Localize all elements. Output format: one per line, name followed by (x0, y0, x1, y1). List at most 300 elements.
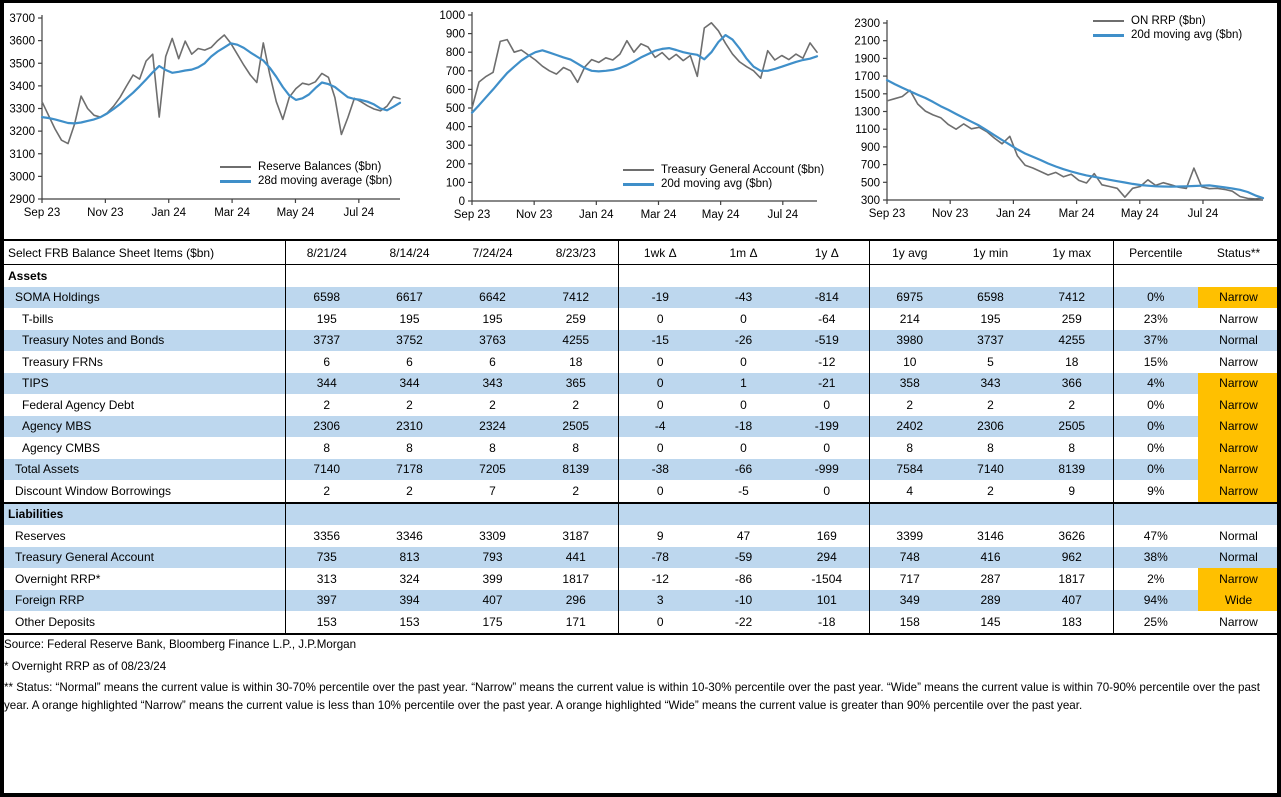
row-label: Assets (8, 268, 48, 283)
column-header: Status** (1198, 240, 1280, 265)
cell-value: 8 (987, 440, 994, 455)
cell-value: 2 (572, 397, 580, 412)
x-tick-label: May 24 (701, 209, 740, 221)
cell-value (869, 265, 950, 287)
column-header: 7/24/24 (451, 240, 534, 265)
cell-value: 344 (285, 373, 368, 395)
cell-value: -18 (702, 416, 785, 438)
x-tick-label: Nov 23 (515, 209, 553, 221)
x-tick-label: Jul 24 (343, 207, 375, 219)
cell-value: 7412 (1031, 287, 1113, 309)
row-label: Liabilities (3, 503, 285, 526)
row-label: Agency MBS (3, 416, 285, 438)
cell-value: 158 (869, 611, 950, 634)
cell-value (785, 503, 869, 526)
cell-value (534, 265, 618, 287)
column-header: 8/23/23 (534, 240, 618, 265)
cell-value: 2402 (869, 416, 950, 438)
cell-value: 0 (823, 483, 831, 498)
status-cell: Narrow (1219, 311, 1258, 326)
status-cell: Narrow (1219, 614, 1258, 629)
legend-line-sample-gray (1093, 20, 1124, 22)
x-tick-label: Jul 24 (1187, 208, 1219, 220)
legend-row (1093, 14, 1242, 28)
y-tick-label: 1900 (854, 53, 880, 66)
x-tick-label: Nov 23 (931, 208, 969, 220)
y-tick-label: 700 (860, 159, 880, 172)
cell-value: -4 (618, 416, 702, 438)
status-cell (1198, 265, 1280, 287)
row-label: Agency CMBS (22, 440, 101, 455)
cell-value: 2 (285, 480, 368, 503)
y-tick-label: 300 (445, 140, 465, 153)
cell-value: 358 (869, 373, 950, 395)
cell-value: 2 (285, 394, 368, 416)
cell-value: 6 (406, 354, 413, 369)
cell-value: 171 (565, 614, 586, 629)
cell-value: 5 (987, 354, 994, 369)
cell-value: 366 (1031, 373, 1113, 395)
y-tick-label: 1700 (854, 71, 880, 84)
cell-value: 3626 (1058, 528, 1086, 543)
legend-label: 20d moving avg ($bn) (661, 178, 773, 190)
x-tick-label: Mar 24 (214, 207, 250, 219)
legend-row (220, 160, 392, 174)
cell-value: 3737 (285, 330, 368, 352)
y-tick-label: 3200 (9, 126, 35, 139)
cell-value: 37% (1113, 330, 1198, 352)
y-tick-label: 300 (860, 195, 880, 207)
cell-value: 145 (980, 614, 1001, 629)
cell-value: 4% (1113, 373, 1198, 395)
cell-value (285, 503, 368, 526)
cell-value: 3980 (869, 330, 950, 352)
balance-sheet-table (2, 239, 1281, 635)
cell-value: 3763 (451, 330, 534, 352)
y-tick-label: 400 (445, 121, 465, 134)
cell-value: -999 (785, 459, 869, 481)
cell-value: 0% (1113, 437, 1198, 459)
cell-value: 416 (950, 547, 1031, 569)
cell-value: 1 (702, 373, 785, 395)
cell-value: 8139 (534, 459, 618, 481)
cell-value: -78 (618, 547, 702, 569)
legend-label: 20d moving avg ($bn) (1131, 29, 1243, 41)
cell-value: 324 (399, 571, 420, 586)
cell-value: 0 (618, 351, 702, 373)
cell-value: 0 (618, 308, 702, 330)
cell-value: 6598 (950, 287, 1031, 309)
legend-row (623, 163, 824, 177)
table-header-row (3, 240, 1280, 265)
cell-value: 7140 (950, 459, 1031, 481)
cell-value: 962 (1031, 547, 1113, 569)
cell-value: 3346 (396, 528, 423, 543)
cell-value: 0 (823, 397, 831, 412)
cell-value (1113, 265, 1198, 287)
x-tick-label: May 24 (1120, 208, 1159, 220)
y-tick-label: 700 (445, 65, 465, 78)
cell-value: 0% (1113, 287, 1198, 309)
y-tick-label: 500 (445, 103, 465, 115)
cell-value (618, 503, 702, 526)
cell-value: 2310 (368, 416, 451, 438)
table-row (3, 308, 1280, 330)
table-title: Select FRB Balance Sheet Items ($bn) (3, 240, 285, 265)
cell-value: 23% (1113, 308, 1198, 330)
cell-value: 0 (740, 311, 747, 326)
cell-value: 441 (534, 547, 618, 569)
cell-value: 813 (368, 547, 451, 569)
cell-value: 175 (482, 614, 503, 629)
cell-value: 2306 (285, 416, 368, 438)
cell-value: 0% (1113, 459, 1198, 481)
column-header: 1y max (1031, 240, 1113, 265)
cell-value: 0 (618, 437, 702, 459)
cell-value: 1817 (562, 571, 590, 586)
cell-value: 195 (482, 311, 503, 326)
status-cell: Narrow (1198, 437, 1280, 459)
cell-value: 2324 (451, 416, 534, 438)
cell-value: 365 (534, 373, 618, 395)
chart2-legend (623, 163, 824, 191)
cell-value: 10 (869, 351, 950, 373)
cell-value: -43 (702, 287, 785, 309)
cell-value: 3 (618, 590, 702, 612)
cell-value: 343 (451, 373, 534, 395)
cell-value: 294 (785, 547, 869, 569)
y-tick-label: 1000 (439, 10, 465, 22)
y-tick-label: 1500 (854, 88, 880, 101)
cell-value: -15 (618, 330, 702, 352)
row-label: Discount Window Borrowings (15, 483, 172, 498)
table-section-row (3, 503, 1280, 526)
cell-value: 18 (1065, 354, 1079, 369)
cell-value: -86 (734, 571, 753, 586)
cell-value (1031, 265, 1113, 287)
cell-value: 214 (869, 308, 950, 330)
column-header: Percentile (1113, 240, 1198, 265)
y-tick-label: 3300 (9, 103, 35, 116)
series-line (42, 35, 400, 144)
cell-value: 407 (1031, 590, 1113, 612)
cell-value (785, 265, 869, 287)
y-tick-label: 3000 (9, 171, 35, 184)
column-header: 1y avg (869, 240, 950, 265)
chart3-legend (1093, 14, 1242, 42)
cell-value (534, 503, 618, 526)
y-tick-label: 1100 (855, 124, 880, 137)
row-label: TIPS (3, 373, 285, 395)
y-tick-label: 600 (445, 84, 465, 97)
legend-row (1093, 28, 1242, 42)
y-tick-label: 0 (458, 196, 465, 208)
cell-value: 407 (451, 590, 534, 612)
cell-value: 344 (368, 373, 451, 395)
cell-value: 4255 (534, 330, 618, 352)
y-tick-label: 3600 (9, 35, 35, 48)
x-tick-label: Jan 24 (579, 209, 614, 221)
cell-value (368, 265, 451, 287)
cell-value: 2505 (534, 416, 618, 438)
column-header: 1y min (950, 240, 1031, 265)
row-label: Other Deposits (15, 614, 96, 629)
table-row (3, 437, 1280, 459)
x-tick-label: Mar 24 (1058, 208, 1095, 220)
status-cell (1198, 503, 1280, 526)
status-cell: Narrow (1198, 459, 1280, 481)
cell-value: -10 (702, 590, 785, 612)
cell-value: 0 (618, 611, 702, 634)
cell-value: 169 (816, 528, 837, 543)
table-row (3, 568, 1280, 590)
row-label: SOMA Holdings (3, 287, 285, 309)
overnight-rrp-note: * Overnight RRP as of 08/23/24 (4, 660, 167, 673)
row-label: Treasury FRNs (22, 354, 103, 369)
cell-value: 101 (785, 590, 869, 612)
y-tick-label: 3100 (9, 148, 35, 161)
row-label: Foreign RRP (3, 590, 285, 612)
cell-value: 3399 (869, 525, 950, 547)
cell-value (368, 503, 451, 526)
cell-value: 7584 (869, 459, 950, 481)
status-cell: Narrow (1198, 373, 1280, 395)
cell-value: 7205 (451, 459, 534, 481)
cell-value: 3356 (285, 525, 368, 547)
cell-value: 3309 (479, 528, 506, 543)
status-cell: Normal (1198, 330, 1280, 352)
cell-value: 0 (740, 440, 747, 455)
cell-value: 0 (823, 440, 831, 455)
cell-value: -21 (785, 373, 869, 395)
cell-value: 287 (980, 571, 1001, 586)
cell-value: 2 (406, 483, 413, 498)
cell-value: 3737 (950, 330, 1031, 352)
cell-value (702, 265, 785, 287)
cell-value: 2 (572, 483, 580, 498)
status-cell: Narrow (1198, 568, 1280, 590)
cell-value (1031, 503, 1113, 526)
cell-value: 2 (1068, 397, 1076, 412)
column-header: 8/21/24 (285, 240, 368, 265)
cell-value: -12 (818, 354, 836, 369)
chart1-legend (220, 160, 392, 188)
cell-value: 8 (869, 437, 950, 459)
cell-value: 6 (285, 351, 368, 373)
source-note: Source: Federal Reserve Bank, Bloomberg Finance L.P., J.P.Morgan (4, 638, 357, 651)
cell-value (950, 265, 1031, 287)
cell-value (702, 503, 785, 526)
cell-value: 8 (1068, 440, 1076, 455)
table-row (3, 394, 1280, 416)
cell-value: -5 (738, 483, 749, 498)
cell-value: -26 (702, 330, 785, 352)
table-row (3, 351, 1280, 373)
x-tick-label: Sep 23 (868, 208, 906, 220)
cell-value: 7178 (368, 459, 451, 481)
y-tick-label: 1300 (854, 106, 880, 119)
x-tick-label: Sep 23 (453, 209, 491, 221)
cell-value: 18 (569, 354, 583, 369)
cell-value: 6617 (368, 287, 451, 309)
cell-value: 2505 (1031, 416, 1113, 438)
cell-value: 793 (451, 547, 534, 569)
cell-value: 9% (1113, 480, 1198, 503)
cell-value: 349 (869, 590, 950, 612)
table-row (3, 590, 1280, 612)
cell-value: 7140 (285, 459, 368, 481)
cell-value: 0 (618, 373, 702, 395)
cell-value: 6975 (869, 287, 950, 309)
cell-value: 7412 (534, 287, 618, 309)
cell-value: 47% (1113, 525, 1198, 547)
row-label: Federal Agency Debt (22, 397, 135, 412)
y-tick-label: 800 (445, 47, 465, 60)
x-tick-label: Jan 24 (996, 208, 1031, 220)
status-cell: Narrow (1198, 416, 1280, 438)
y-tick-label: 200 (445, 158, 465, 171)
cell-value (285, 265, 368, 287)
cell-value: 0 (618, 394, 702, 416)
frb-balance-sheet-table (2, 239, 1281, 635)
legend-label: 28d moving average ($bn) (258, 175, 393, 187)
status-cell: Narrow (1198, 287, 1280, 309)
legend-row (623, 177, 824, 191)
cell-value: 3146 (977, 528, 1004, 543)
row-label: Treasury Notes and Bonds (3, 330, 285, 352)
legend-line-sample-gray (623, 169, 654, 171)
cell-value: 8 (406, 440, 413, 455)
cell-value: 38% (1113, 547, 1198, 569)
cell-value: 1817 (1058, 571, 1086, 586)
column-header: 1y Δ (785, 240, 869, 265)
cell-value: 399 (482, 571, 503, 586)
cell-value: 289 (950, 590, 1031, 612)
table-row (3, 416, 1280, 438)
cell-value: -12 (618, 568, 702, 590)
cell-value: 0 (618, 480, 702, 503)
cell-value: 0 (740, 397, 747, 412)
table-row (3, 611, 1280, 634)
cell-value: -814 (785, 287, 869, 309)
row-label: Treasury General Account (3, 547, 285, 569)
x-tick-label: Nov 23 (87, 207, 124, 219)
cell-value: -19 (618, 287, 702, 309)
cell-value: 2% (1113, 568, 1198, 590)
table-row (3, 330, 1280, 352)
y-tick-label: 500 (860, 177, 880, 190)
cell-value: -64 (818, 311, 836, 326)
cell-value: 25% (1113, 611, 1198, 634)
cell-value: 259 (1061, 311, 1082, 326)
cell-value: 0% (1113, 416, 1198, 438)
cell-value: 0 (740, 354, 747, 369)
legend-label: ON RRP ($bn) (1131, 15, 1206, 27)
cell-value: 2 (489, 397, 496, 412)
cell-value: 6598 (285, 287, 368, 309)
table-row (3, 480, 1280, 503)
x-tick-label: Jul 24 (767, 209, 799, 221)
row-label: Overnight RRP* (15, 571, 101, 586)
cell-value: 9 (618, 525, 702, 547)
status-cell: Normal (1219, 528, 1258, 543)
cell-value: 4 (869, 480, 950, 503)
cell-value (451, 503, 534, 526)
table-row (3, 287, 1280, 309)
y-tick-label: 3400 (9, 80, 35, 93)
cell-value: 2 (869, 394, 950, 416)
cell-value: 6642 (451, 287, 534, 309)
cell-value: 15% (1113, 351, 1198, 373)
row-label: T-bills (22, 311, 54, 326)
y-tick-label: 900 (445, 28, 465, 41)
series-line (472, 23, 817, 108)
legend-line-sample-blue (623, 183, 654, 186)
cell-value (1113, 503, 1198, 526)
cell-value: 748 (869, 547, 950, 569)
x-tick-label: Sep 23 (23, 207, 61, 219)
cell-value: -199 (785, 416, 869, 438)
series-line (472, 35, 817, 113)
cell-value: -59 (702, 547, 785, 569)
cell-value: 259 (565, 311, 586, 326)
cell-value: 313 (285, 568, 368, 590)
cell-value: -18 (818, 614, 836, 629)
table-row (3, 547, 1280, 569)
status-definition-note: ** Status: “Normal” means the current value is within 30-70% percentile over the past year. “Narrow” means the current value is within 10-30% percentile over the past year. “Wide” means the current value is within 70-90% percentile over the past year. A orange highlighted “Narrow” means the current value is less than 10% percentile over the past year. A orange highlighted “Wide” means the current value is greater than 90% percentile over the past year. (4, 681, 1260, 712)
cell-value: 2 (406, 397, 413, 412)
cell-value: -1504 (811, 571, 843, 586)
cell-value: 8 (285, 437, 368, 459)
column-header: 8/14/24 (368, 240, 451, 265)
column-header: 1wk Δ (618, 240, 702, 265)
cell-value: 6 (489, 354, 496, 369)
cell-value: 195 (980, 311, 1001, 326)
cell-value (950, 503, 1031, 526)
status-cell: Narrow (1198, 394, 1280, 416)
status-cell: Narrow (1219, 354, 1258, 369)
cell-value: -38 (618, 459, 702, 481)
y-tick-label: 100 (445, 177, 465, 190)
legend-line-sample-gray (220, 166, 251, 168)
cell-value: 4255 (1031, 330, 1113, 352)
legend-line-sample-blue (220, 180, 251, 183)
row-label: Total Assets (3, 459, 285, 481)
cell-value: 343 (950, 373, 1031, 395)
cell-value: 2 (987, 397, 994, 412)
table-section-row (3, 265, 1280, 287)
cell-value: 2 (987, 483, 994, 498)
series-line (887, 80, 1263, 198)
legend-label: Treasury General Account ($bn) (661, 164, 825, 176)
cell-value: 9 (1068, 483, 1076, 498)
cell-value (869, 503, 950, 526)
cell-value: 397 (285, 590, 368, 612)
x-tick-label: May 24 (276, 207, 315, 219)
status-cell: Normal (1198, 547, 1280, 569)
legend-row (220, 174, 392, 188)
x-tick-label: Jan 24 (151, 207, 186, 219)
cell-value (618, 265, 702, 287)
cell-value: -66 (702, 459, 785, 481)
table-row (3, 525, 1280, 547)
status-cell: Narrow (1198, 480, 1280, 503)
cell-value: 94% (1113, 590, 1198, 612)
cell-value: 183 (1061, 614, 1082, 629)
table-row (3, 373, 1280, 395)
cell-value: 195 (399, 311, 420, 326)
cell-value: -22 (734, 614, 753, 629)
